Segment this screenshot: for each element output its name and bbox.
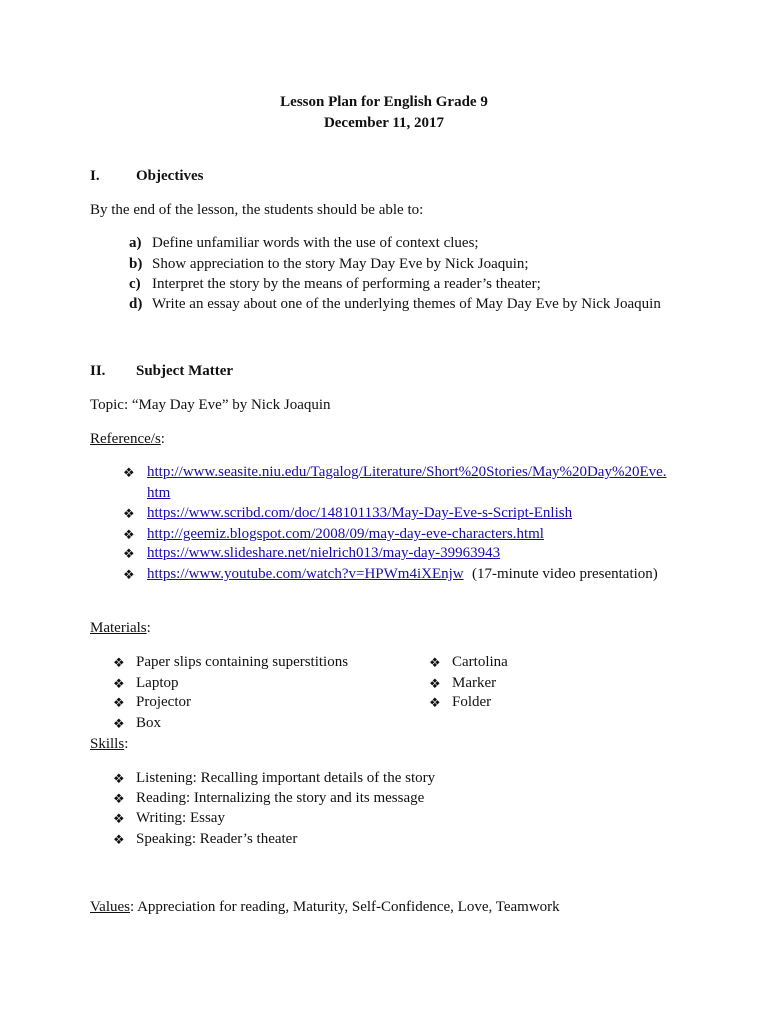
material-item: Box — [136, 715, 162, 731]
document-title: Lesson Plan for English Grade 9 — [280, 94, 488, 110]
document-date: December 11, 2017 — [323, 115, 445, 131]
bullet-icon: ❖ — [113, 832, 125, 847]
material-item: Cartolina — [452, 654, 508, 670]
skill-item: Speaking: Reader’s theater — [136, 831, 298, 847]
values-label: Values — [90, 899, 130, 915]
objective-marker: c) — [129, 276, 141, 292]
values-text: Appreciation for reading, Maturity, Self-Confidence, Love, Teamwork — [137, 899, 560, 915]
bullet-icon: ❖ — [113, 676, 125, 691]
bullet-icon: ❖ — [113, 655, 125, 670]
values-line: Values: Appreciation for reading, Maturity, Self-Confidence, Love, Teamwork — [90, 899, 560, 915]
objective-item: Interpret the story by the means of performing a reader’s theater; — [152, 276, 541, 292]
objective-marker: b) — [129, 256, 143, 272]
objective-marker: a) — [129, 235, 142, 251]
reference-link-continuation[interactable]: htm — [147, 485, 171, 501]
objective-item: Write an essay about one of the underlying themes of May Day Eve by Nick Joaquin — [152, 296, 661, 312]
reference-link[interactable]: http://www.seasite.niu.edu/Tagalog/Literature/Short%20Stories/May%20Day%20Eve. — [147, 464, 667, 480]
bullet-icon: ❖ — [113, 695, 125, 710]
skill-item: Reading: Internalizing the story and its message — [136, 790, 425, 806]
bullet-icon: ❖ — [123, 527, 135, 542]
objective-item: Show appreciation to the story May Day Eve by Nick Joaquin; — [152, 256, 529, 272]
bullet-icon: ❖ — [113, 811, 125, 826]
reference-link[interactable]: https://www.scribd.com/doc/148101133/May-Day-Eve-s-Script-Enlish — [147, 505, 573, 521]
material-item: Projector — [136, 694, 191, 710]
material-item: Paper slips containing superstitions — [136, 654, 349, 670]
objective-item: Define unfamiliar words with the use of context clues; — [152, 235, 479, 251]
section-subject-numeral: II. — [90, 363, 106, 379]
bullet-icon: ❖ — [123, 567, 135, 582]
topic-line: Topic: “May Day Eve” by Nick Joaquin — [90, 397, 331, 413]
bullet-icon: ❖ — [123, 506, 135, 521]
skill-item: Writing: Essay — [136, 810, 225, 826]
material-item: Marker — [452, 675, 497, 691]
skills-label: Skills: — [90, 736, 129, 752]
bullet-icon: ❖ — [113, 771, 125, 786]
material-item: Laptop — [136, 675, 179, 691]
references-label: Reference/s: — [90, 431, 165, 447]
materials-label: Materials: — [90, 620, 151, 636]
reference-link[interactable]: http://geemiz.blogspot.com/2008/09/may-day-eve-characters.html — [147, 526, 544, 542]
bullet-icon: ❖ — [123, 546, 135, 561]
objectives-intro: By the end of the lesson, the students should be able to: — [90, 202, 424, 218]
bullet-icon: ❖ — [113, 791, 125, 806]
skill-item: Listening: Recalling important details of the story — [136, 770, 436, 786]
reference-link[interactable]: https://www.youtube.com/watch?v=HPWm4iXEnjw — [147, 566, 464, 582]
reference-link[interactable]: https://www.slideshare.net/nielrich013/may-day-39963943 — [147, 545, 501, 561]
section-subject-heading: Subject Matter — [136, 363, 234, 379]
bullet-icon: ❖ — [429, 676, 441, 691]
objective-marker: d) — [129, 296, 143, 312]
material-item: Folder — [452, 694, 492, 710]
reference-note: (17-minute video presentation) — [472, 566, 658, 582]
bullet-icon: ❖ — [429, 655, 441, 670]
section-objectives-heading: Objectives — [136, 168, 204, 184]
bullet-icon: ❖ — [123, 465, 135, 480]
section-objectives-numeral: I. — [90, 168, 100, 184]
bullet-icon: ❖ — [429, 695, 441, 710]
bullet-icon: ❖ — [113, 716, 125, 731]
